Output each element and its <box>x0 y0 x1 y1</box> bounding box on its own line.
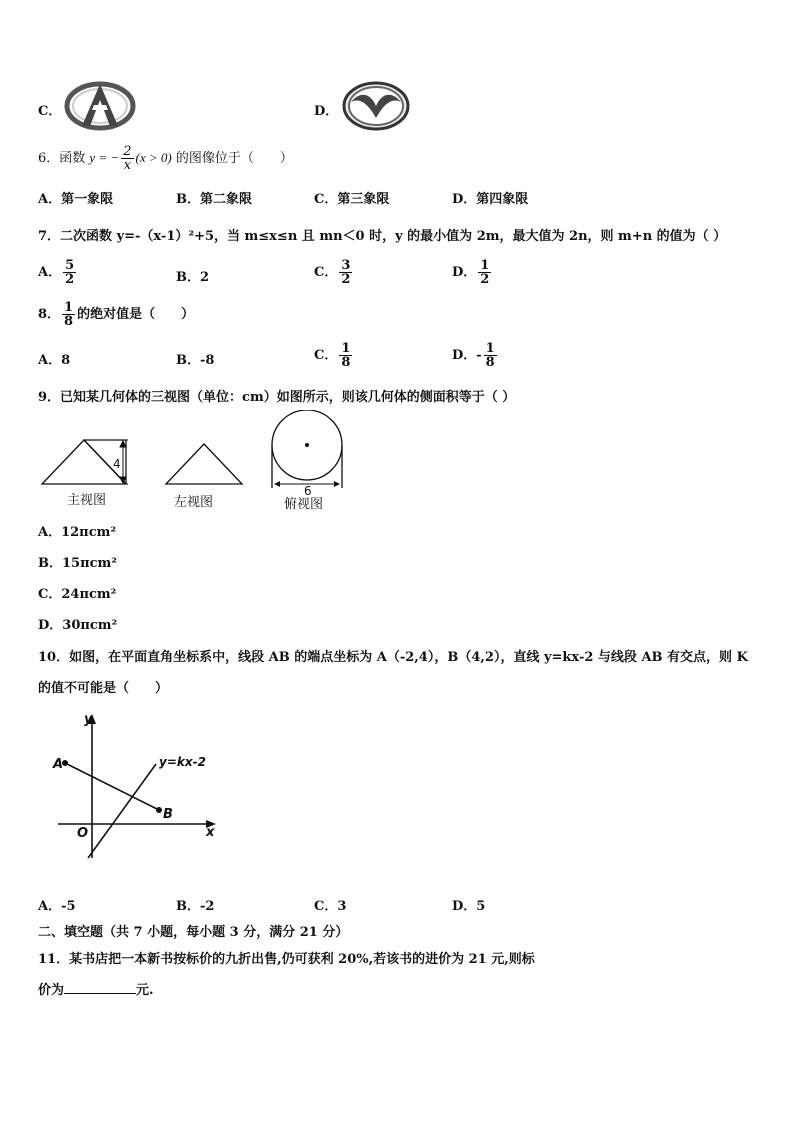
q7-a-den: 2 <box>65 272 75 287</box>
q8-option-c <box>314 337 354 375</box>
q7-option-a <box>38 254 78 292</box>
q8-c-label: C． <box>314 348 338 363</box>
origin-label: O <box>77 826 89 841</box>
point-b-label: B <box>163 807 173 822</box>
q8-d-num: 1 <box>485 341 495 356</box>
width-arrow-right <box>334 481 340 487</box>
q8-fraction <box>62 301 75 328</box>
q6-denominator: x <box>123 158 132 173</box>
q9-option-d: D．30πcm² <box>38 618 118 633</box>
question-8-stem <box>38 296 194 334</box>
q8-suffix: 的绝对值是（ ） <box>77 307 195 322</box>
q9-option-c: C．24πcm² <box>38 587 117 602</box>
q10-option-a: A．-5 <box>38 899 76 914</box>
segment-ab <box>65 763 159 810</box>
coordinate-graph <box>50 708 225 863</box>
line-kx-2 <box>88 764 156 858</box>
q8-d-den: 8 <box>485 355 495 370</box>
front-view-label: 主视图 <box>67 493 107 508</box>
question-9-stem: 9．已知某几何体的三视图（单位：cm）如图所示，则该几何体的侧面积等于（ ） <box>38 390 516 405</box>
question-10-stem-line1: 10．如图，在平面直角坐标系中，线段 AB 的端点坐标为 A（-2,4），B（4,2），直线 y=kx-2 与线段 AB 有交点，则 K <box>38 650 748 665</box>
three-views-figure <box>34 410 364 515</box>
top-view-shape <box>272 410 342 488</box>
q8-den: 8 <box>64 314 74 329</box>
q6-suffix: 的图像位于（ ） <box>175 151 293 166</box>
point-a-label: A <box>53 757 64 772</box>
q8-label: 8． <box>38 307 61 322</box>
question-11-line1: 11．某书店把一本新书按标价的九折出售,仍可获利 20%,若该书的进价为 21 元,则标 <box>38 952 535 967</box>
q8-c-num: 1 <box>341 341 351 356</box>
q8-c-fraction <box>339 342 352 369</box>
q9-option-a: A．12πcm² <box>38 525 117 540</box>
x-axis-label: x <box>206 825 215 840</box>
q6-func-lhs: y = − <box>89 150 120 165</box>
top-view-label: 俯视图 <box>284 497 324 512</box>
q10-option-d: D．5 <box>452 899 486 914</box>
q11-suffix: 元. <box>136 983 154 998</box>
option-c-label: C． <box>38 104 62 119</box>
q8-option-b: B．-8 <box>176 353 215 368</box>
q7-d-label: D． <box>452 265 477 280</box>
car-logo-d-icon <box>341 80 411 136</box>
car-logo-c-icon <box>64 80 136 136</box>
point-b-dot <box>156 807 162 813</box>
left-view-label: 左视图 <box>174 495 214 510</box>
question-6-stem <box>38 140 293 177</box>
q7-a-num: 5 <box>65 258 75 273</box>
q7-option-b: B．2 <box>176 270 210 285</box>
q7-d-num: 1 <box>480 258 490 273</box>
q6-option-c: C．第三象限 <box>314 192 390 207</box>
line-label: y=kx-2 <box>159 755 206 769</box>
q6-option-a: A．第一象限 <box>38 192 114 207</box>
q6-numerator: 2 <box>123 144 132 159</box>
q10-option-c: C．3 <box>314 899 347 914</box>
question-11-line2 <box>38 979 154 998</box>
q8-num: 1 <box>64 300 74 315</box>
q7-option-d <box>452 254 493 292</box>
option-d-label: D． <box>314 104 339 119</box>
q7-d-den: 2 <box>480 272 490 287</box>
q7-d-fraction <box>478 259 491 286</box>
question-10-stem-line2: 的值不可能是（ ） <box>38 681 169 696</box>
q6-fraction <box>121 145 133 172</box>
section-2-title: 二、填空题（共 7 小题，每小题 3 分，满分 21 分） <box>38 925 349 940</box>
question-7-stem: 7．二次函数 y=-（x-1）²+5，当 m≤x≤n 且 mn＜0 时，y 的最小值为 2m，最大值为 2n，则 m+n 的值为（ ） <box>38 229 727 244</box>
answer-blank[interactable] <box>64 981 136 994</box>
q9-option-b: B．15πcm² <box>38 556 117 571</box>
q7-c-fraction <box>339 259 352 286</box>
width-label: 6 <box>304 484 312 498</box>
q7-c-num: 3 <box>341 258 351 273</box>
q6-option-d: D．第四象限 <box>452 192 529 207</box>
q7-a-fraction <box>63 259 76 286</box>
q7-c-den: 2 <box>341 272 351 287</box>
q8-d-fraction <box>484 342 497 369</box>
y-axis-label: y <box>84 712 93 727</box>
width-arrow-left <box>274 481 280 487</box>
q6-condition: (x > 0) <box>135 150 172 165</box>
left-view-shape <box>166 444 242 484</box>
q8-option-a: A．8 <box>38 353 71 368</box>
q8-d-label: D．- <box>452 348 482 363</box>
q7-c-label: C． <box>314 265 338 280</box>
q7-option-c <box>314 254 354 292</box>
q7-a-label: A． <box>38 265 62 280</box>
q10-option-b: B．-2 <box>176 899 215 914</box>
q8-c-den: 8 <box>341 355 351 370</box>
q6-prefix: 6．函数 <box>38 151 86 166</box>
top-view-center-dot <box>305 443 309 447</box>
height-label: 4 <box>113 457 121 471</box>
q11-prefix: 价为 <box>38 983 65 998</box>
q8-option-d <box>452 337 499 375</box>
q6-option-b: B．第二象限 <box>176 192 252 207</box>
